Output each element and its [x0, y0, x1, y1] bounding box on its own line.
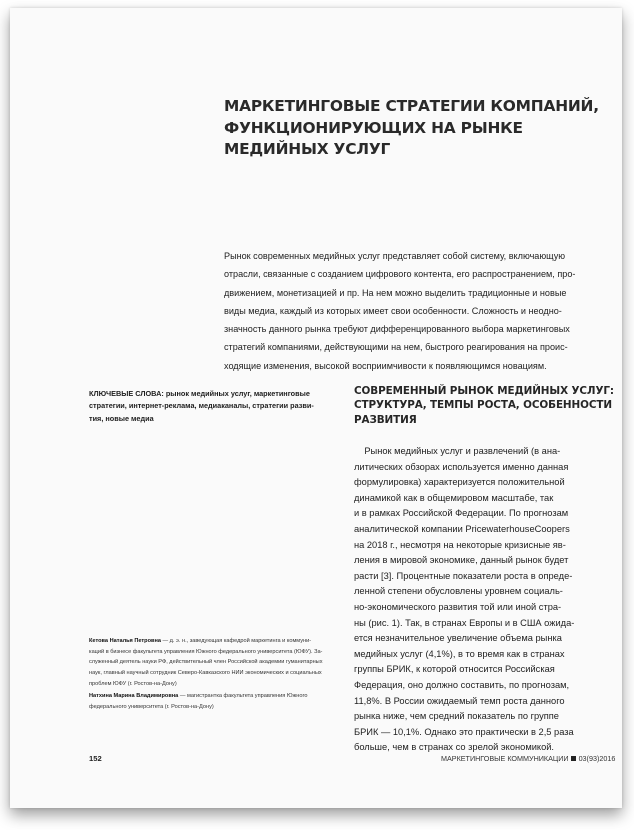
- section-heading: [354, 384, 614, 427]
- article-title: [224, 96, 604, 161]
- body-line: Федерация, оно должно составить, по прогнозам,: [354, 679, 570, 690]
- section-heading-line: СТРУКТУРА, ТЕМПЫ РОСТА, ОСОБЕННОСТИ: [354, 399, 612, 412]
- section-heading-line: СОВРЕМЕННЫЙ РЫНОК МЕДИЙНЫХ УСЛУГ:: [354, 385, 614, 397]
- keywords-line: КЛЮЧЕВЫЕ СЛОВА: рынок медийных услуг, маркетинговые: [89, 389, 310, 398]
- author-bio-line: [89, 691, 341, 702]
- body-line: аналитической компании PricewaterhouseCoopers: [354, 523, 570, 534]
- body-line: больше, чем в странах со зрелой экономикой.: [354, 742, 555, 753]
- abstract-line: Рынок современных медийных услуг представляет собой систему, включающую: [224, 251, 566, 261]
- abstract-line: движением, монетизацией и пр. На нем можно выделить традиционные и новые: [224, 287, 567, 298]
- author-bio-line: наук, главный научный сотрудник Северо-Кавказского НИИ экономических и социальных: [89, 670, 322, 677]
- author-bio-line: проблем ЮФУ (г. Ростов-на-Дону): [89, 680, 177, 687]
- square-separator-icon: [571, 756, 576, 761]
- abstract-line: ходящие изменения, высокой восприимчивости к появляющимся новациям.: [224, 360, 547, 371]
- abstract-line: отрасли, связанные с созданием цифрового контента, его распространением, про-: [224, 269, 576, 280]
- section-heading-line: РАЗВИТИЯ: [354, 413, 417, 426]
- author-bio-line: федерального университета (г. Ростов-на-Дону): [89, 703, 214, 710]
- author-bio: [89, 691, 341, 712]
- journal-page: [10, 8, 622, 808]
- body-line: 11,8%. В России ожидаемый темп роста данного: [354, 695, 565, 706]
- body-line: рынка ниже, чем средний показатель по группе: [354, 711, 559, 722]
- running-footer: [441, 754, 615, 763]
- body-line: и в рамках Российской Федерации. По прогнозам: [354, 508, 569, 519]
- body-line: медийных услуг (4,1%), в то время как в странах: [354, 648, 565, 659]
- body-line: ленной степени обусловлены уровнем социаль-: [354, 586, 563, 597]
- body-line: формулировка) характеризуется положительной: [354, 477, 565, 488]
- abstract-line: стратегий компаниями, действующими на нем, быстрого реагирования на проис-: [224, 342, 568, 353]
- keywords-block: [89, 388, 341, 425]
- journal-name: МАРКЕТИНГОВЫЕ КОММУНИКАЦИИ: [441, 754, 569, 763]
- body-line: динамикой как в общемировом масштабе, так: [354, 492, 554, 503]
- body-line: ления в мировой экономике, данный рынок будет: [354, 555, 569, 566]
- keywords-line: тия, новые медиа: [89, 413, 154, 423]
- body-text: [354, 444, 606, 756]
- author-bio: [89, 636, 341, 690]
- title-line: МАРКЕТИНГОВЫЕ СТРАТЕГИИ КОМПАНИЙ,: [224, 97, 599, 115]
- body-line: но-экономического развития той или иной стра-: [354, 601, 562, 612]
- author-name: Натхина Марина Владимировна: [89, 693, 179, 699]
- body-line: Рынок медийных услуг и развлечений (в ана-: [354, 446, 561, 456]
- keywords-line: стратегии, интернет-реклама, медиаканалы, стратегии разви-: [89, 401, 314, 411]
- issue-number: 03(93)2016: [578, 754, 616, 763]
- body-line: ны (рис. 1). Так, в странах Европы и в США ожида-: [354, 617, 575, 628]
- author-bio-line: [89, 636, 341, 647]
- author-bio-text: — магистрантка факультета управления Южного: [178, 693, 308, 699]
- body-line: литических обзорах используется именно данная: [354, 461, 569, 472]
- author-name: Кетова Наталья Петровна: [89, 638, 161, 644]
- body-line: БРИК — 10,1%. Однако это практически в 2,5 раза: [354, 726, 574, 737]
- page-number: 152: [89, 754, 102, 763]
- author-bio-line: служенный деятель науки РФ, действительный член Российской академии гуманитарных: [89, 659, 323, 666]
- body-line: расти [3]. Процентные показатели роста в опреде-: [354, 570, 573, 581]
- title-line: МЕДИЙНЫХ УСЛУГ: [224, 140, 391, 158]
- article-abstract: [224, 247, 608, 375]
- body-line: группы БРИК, к которой относится Российская: [354, 664, 555, 675]
- title-line: ФУНКЦИОНИРУЮЩИХ НА РЫНКЕ: [224, 118, 523, 137]
- abstract-line: значность данного рынка требуют дифференцированного выбора маркетинговых: [224, 324, 570, 335]
- body-line: ется незначительное увеличение объема рынка: [354, 633, 562, 644]
- abstract-line: виды медиа, каждый из которых имеет свои особенности. Сложность и неодно-: [224, 305, 562, 316]
- author-bio-line: каций в бизнесе факультета управления Южного федерального университета (ЮФУ). За-: [89, 648, 323, 655]
- body-line: на 2018 г., несмотря на некоторые кризисные яв-: [354, 539, 566, 550]
- author-bio-text: — д. э. н., заведующая кафедрой маркетинга и коммуни-: [160, 638, 312, 644]
